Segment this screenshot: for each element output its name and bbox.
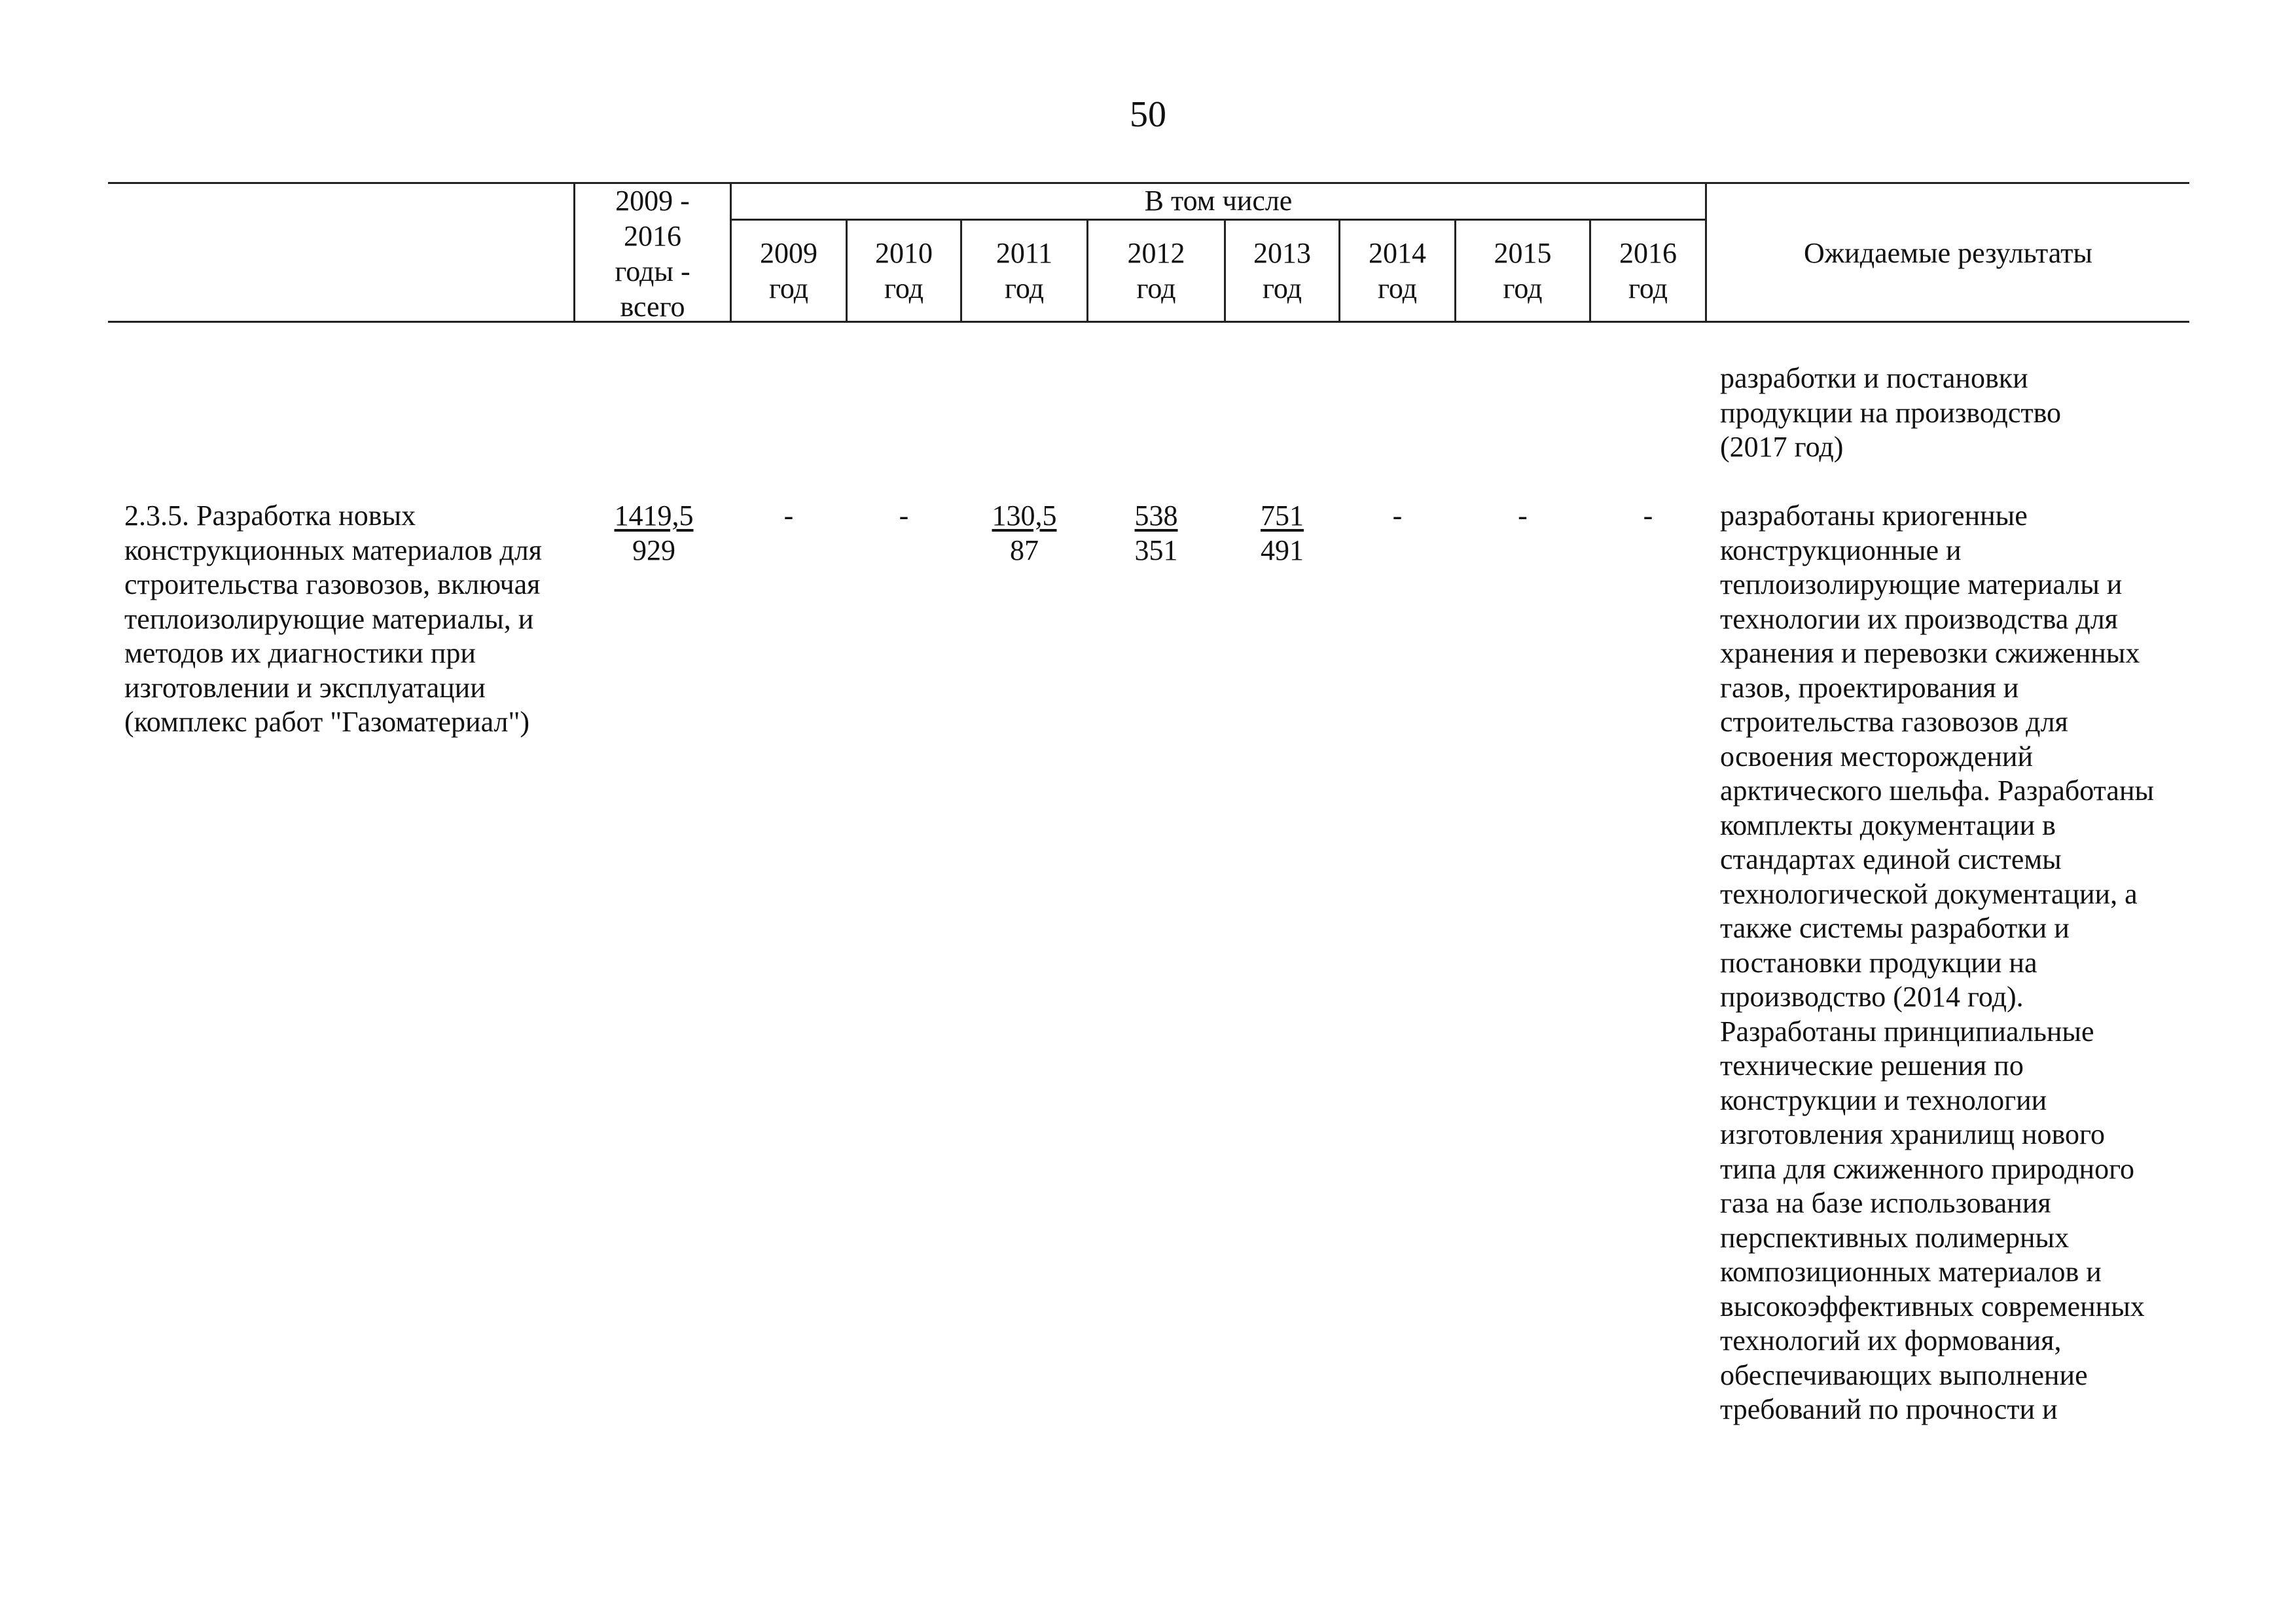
year-header <box>732 236 846 306</box>
year-header <box>1088 236 1224 306</box>
page-number: 50 <box>1130 94 1166 135</box>
continuation-results-text: разработки и постановки продукции на производство (2017 год) <box>1720 362 2062 463</box>
year-value: 751 <box>1261 500 1304 532</box>
year-header <box>1340 236 1454 306</box>
year-value: - <box>1518 500 1528 532</box>
year-label: 2012 <box>1127 237 1185 269</box>
year-cell <box>1340 499 1454 534</box>
year-header <box>1591 236 1705 306</box>
year-unit: год <box>1136 272 1176 304</box>
year-unit: год <box>1503 272 1543 304</box>
total-column-header <box>575 183 730 325</box>
year-label: 2010 <box>875 237 933 269</box>
group-rule <box>730 219 1705 221</box>
year-label: 2011 <box>996 237 1053 269</box>
year-cell <box>848 499 960 534</box>
year-label: 2009 <box>760 237 817 269</box>
year-cell <box>1088 499 1224 568</box>
total-sub-value: 929 <box>632 534 675 566</box>
year-label: 2014 <box>1369 237 1426 269</box>
year-cell <box>1591 499 1705 534</box>
year-unit: год <box>1628 272 1668 304</box>
year-unit: год <box>1262 272 1302 304</box>
year-cell <box>1226 499 1338 568</box>
row-results-text: разработаны криогенные конструкционные и теплоизолирующие материалы и технологии их производства для хранения и перевозки сжиженных газов, проектирования и строительства газовозов для освоения месторождений арктического шельфа. Разработаны комплекты документации в стандартах единой системы технологической документации, а также системы разработки и постановки продукции на производство (2014 год). Разработаны принципиальные технические решения по конструкции и технологии изготовления хранилищ нового типа для сжиженного природного газа на базе использования перспективных полимерных композиционных материалов и высокоэффективных современных технологий их формования, обеспечивающих выполнение требований по прочности и <box>1720 500 2155 1425</box>
header-line: 2009 - <box>615 185 690 217</box>
year-value: - <box>783 500 794 532</box>
year-cell <box>962 499 1086 568</box>
year-sub-value: 351 <box>1134 534 1178 566</box>
year-unit: год <box>1377 272 1418 304</box>
header-bottom-rule <box>108 321 2189 323</box>
year-sub-value: 87 <box>1010 534 1039 566</box>
header-line: годы - <box>615 255 691 287</box>
year-value: - <box>899 500 909 532</box>
header-line: всего <box>620 291 685 323</box>
year-value: - <box>1643 500 1653 532</box>
year-cell <box>732 499 846 534</box>
year-label: 2015 <box>1494 237 1552 269</box>
row-title: 2.3.5. Разработка новых конструкционных материалов для строительства газовозов, включая теплоизолирующие материалы, и методов их диагностики при изготовлении и эксплуатации (комплекс работ "Газоматериал") <box>124 500 542 738</box>
total-value: 1419,5 <box>614 500 694 532</box>
header-line: 2016 <box>624 220 681 252</box>
year-header <box>962 236 1086 306</box>
year-header <box>848 236 960 306</box>
results-column-header: Ожидаемые результаты <box>1804 237 2092 269</box>
year-value: 538 <box>1134 500 1178 532</box>
year-cell <box>1456 499 1589 534</box>
year-unit: год <box>768 272 809 304</box>
year-label: 2016 <box>1619 237 1677 269</box>
group-header: В том числе <box>1144 185 1293 217</box>
year-label: 2013 <box>1253 237 1311 269</box>
total-cell <box>575 499 732 568</box>
year-header <box>1226 236 1338 306</box>
year-sub-value: 491 <box>1261 534 1304 566</box>
year-unit: год <box>884 272 924 304</box>
year-unit: год <box>1004 272 1045 304</box>
year-value: - <box>1392 500 1403 532</box>
year-header <box>1456 236 1589 306</box>
year-value: 130,5 <box>992 500 1057 532</box>
